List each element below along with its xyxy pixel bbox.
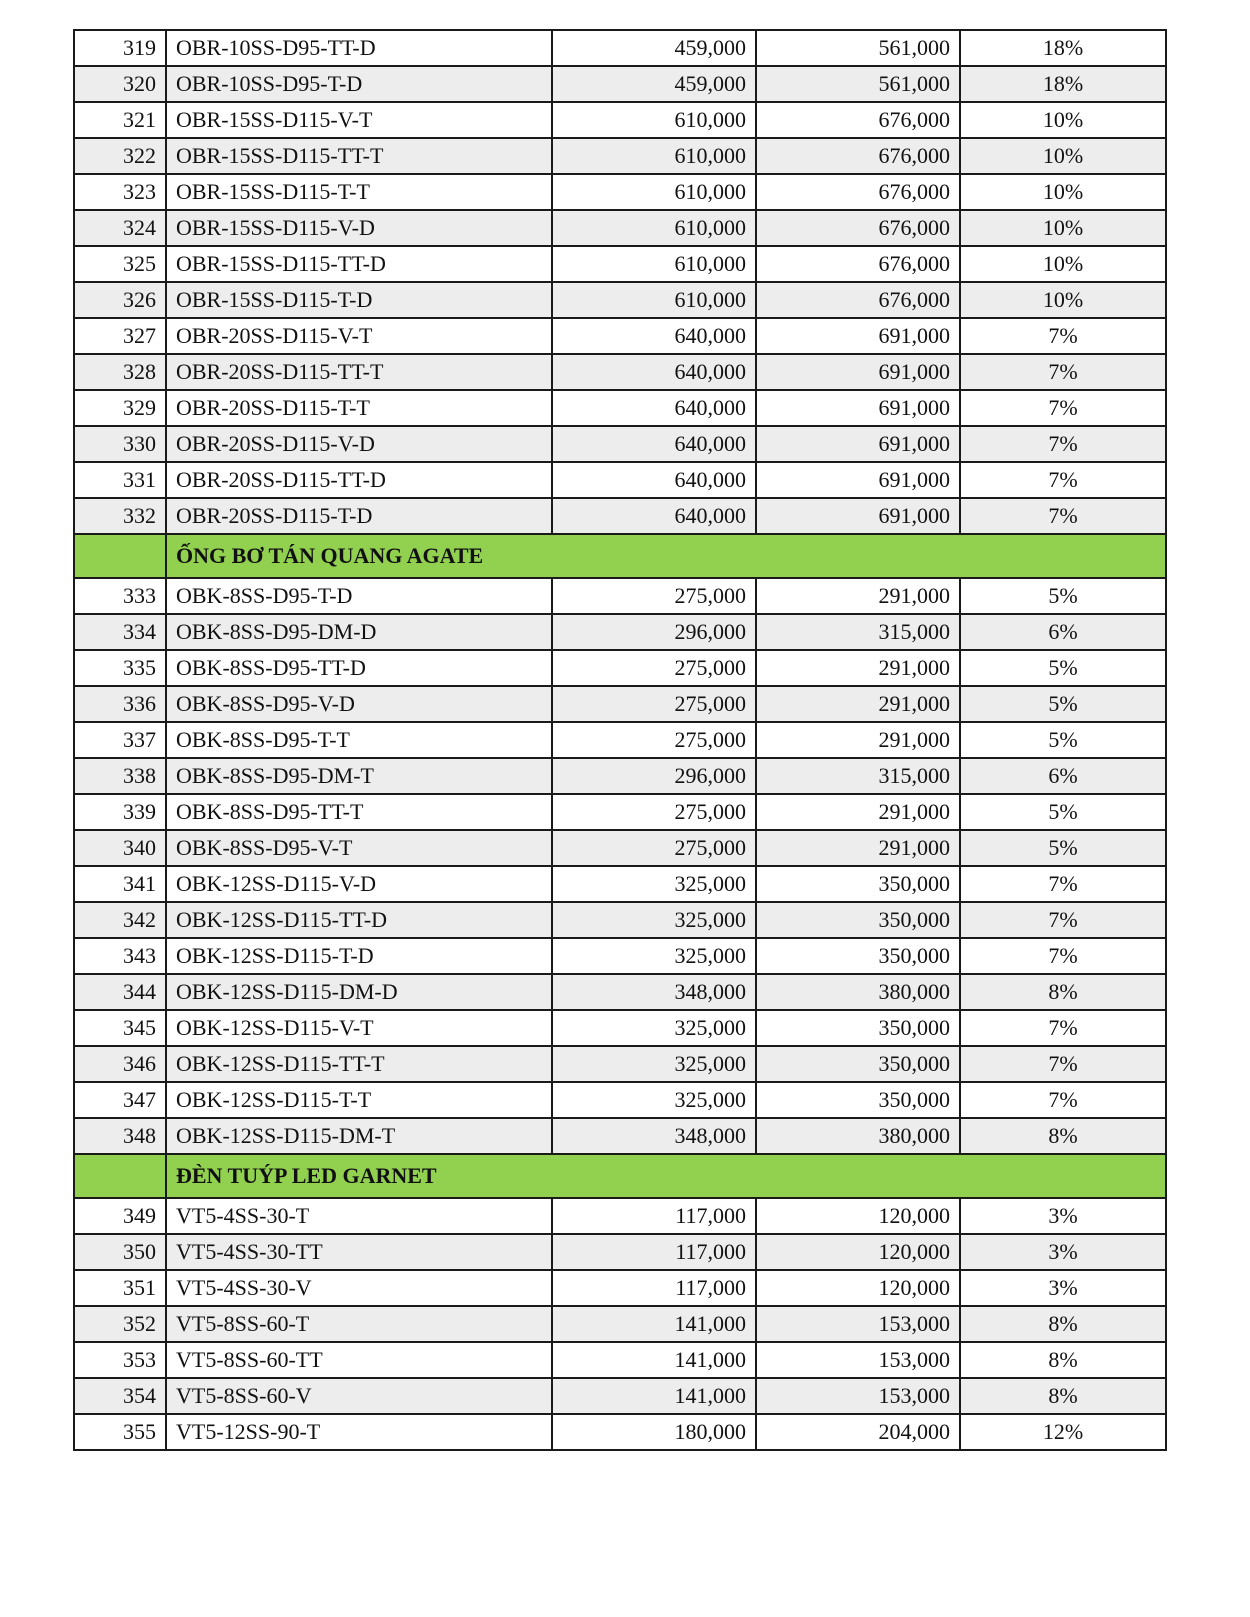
table-row: [74, 614, 1166, 650]
increase-percent: 7%: [960, 390, 1166, 426]
price-before: 348,000: [552, 1118, 756, 1154]
increase-percent: 18%: [960, 30, 1166, 66]
price-before: 610,000: [552, 282, 756, 318]
row-number: 321: [74, 102, 166, 138]
price-after: 380,000: [756, 974, 960, 1010]
price-before: 610,000: [552, 138, 756, 174]
table-row: [74, 578, 1166, 614]
increase-percent: 7%: [960, 902, 1166, 938]
product-code: OBR-15SS-D115-V-D: [166, 210, 552, 246]
product-code: OBK-8SS-D95-V-D: [166, 686, 552, 722]
product-code: OBR-15SS-D115-T-D: [166, 282, 552, 318]
price-after: 315,000: [756, 614, 960, 650]
price-before: 325,000: [552, 1046, 756, 1082]
row-number: 343: [74, 938, 166, 974]
row-number: 328: [74, 354, 166, 390]
price-after: 691,000: [756, 354, 960, 390]
price-before: 640,000: [552, 390, 756, 426]
price-before: 296,000: [552, 614, 756, 650]
row-number: 338: [74, 758, 166, 794]
increase-percent: 7%: [960, 354, 1166, 390]
product-code: OBK-12SS-D115-DM-T: [166, 1118, 552, 1154]
table-row: [74, 1414, 1166, 1450]
price-after: 291,000: [756, 650, 960, 686]
table-row: [74, 354, 1166, 390]
increase-percent: 5%: [960, 578, 1166, 614]
row-number: 322: [74, 138, 166, 174]
product-code: OBR-15SS-D115-TT-T: [166, 138, 552, 174]
increase-percent: 5%: [960, 650, 1166, 686]
row-number: 350: [74, 1234, 166, 1270]
table-row: [74, 722, 1166, 758]
row-number: 355: [74, 1414, 166, 1450]
price-before: 325,000: [552, 866, 756, 902]
price-after: 350,000: [756, 1046, 960, 1082]
price-after: 676,000: [756, 246, 960, 282]
row-number: 326: [74, 282, 166, 318]
row-number: 333: [74, 578, 166, 614]
price-after: 350,000: [756, 866, 960, 902]
table-row: [74, 210, 1166, 246]
increase-percent: 3%: [960, 1198, 1166, 1234]
table-row: [74, 462, 1166, 498]
product-code: OBR-15SS-D115-TT-D: [166, 246, 552, 282]
increase-percent: 7%: [960, 866, 1166, 902]
table-row: [74, 758, 1166, 794]
price-after: 350,000: [756, 938, 960, 974]
product-code: OBR-15SS-D115-T-T: [166, 174, 552, 210]
row-number: 341: [74, 866, 166, 902]
table-row: [74, 1010, 1166, 1046]
table-row: [74, 902, 1166, 938]
table-row: [74, 282, 1166, 318]
price-after: 691,000: [756, 426, 960, 462]
product-code: OBR-20SS-D115-T-D: [166, 498, 552, 534]
increase-percent: 8%: [960, 1306, 1166, 1342]
row-number: 330: [74, 426, 166, 462]
row-number: 342: [74, 902, 166, 938]
price-before: 459,000: [552, 30, 756, 66]
product-code: OBK-12SS-D115-DM-D: [166, 974, 552, 1010]
price-after: 676,000: [756, 282, 960, 318]
price-after: 676,000: [756, 210, 960, 246]
table-row: [74, 1306, 1166, 1342]
row-number: 349: [74, 1198, 166, 1234]
increase-percent: 3%: [960, 1270, 1166, 1306]
increase-percent: 8%: [960, 1378, 1166, 1414]
section-header-row: [74, 534, 1166, 578]
product-code: OBR-20SS-D115-V-D: [166, 426, 552, 462]
product-code: OBK-8SS-D95-V-T: [166, 830, 552, 866]
section-blank-cell: [74, 1154, 166, 1198]
price-after: 676,000: [756, 174, 960, 210]
product-code: OBK-12SS-D115-T-T: [166, 1082, 552, 1118]
price-after: 676,000: [756, 138, 960, 174]
price-after: 676,000: [756, 102, 960, 138]
product-code: OBK-8SS-D95-DM-T: [166, 758, 552, 794]
price-after: 291,000: [756, 686, 960, 722]
price-before: 640,000: [552, 498, 756, 534]
product-code: OBR-20SS-D115-TT-D: [166, 462, 552, 498]
row-number: 351: [74, 1270, 166, 1306]
price-before: 640,000: [552, 462, 756, 498]
price-after: 204,000: [756, 1414, 960, 1450]
row-number: 336: [74, 686, 166, 722]
section-blank-cell: [74, 534, 166, 578]
table-row: [74, 794, 1166, 830]
table-row: [74, 830, 1166, 866]
price-after: 561,000: [756, 30, 960, 66]
row-number: 329: [74, 390, 166, 426]
price-after: 561,000: [756, 66, 960, 102]
price-before: 275,000: [552, 650, 756, 686]
price-before: 640,000: [552, 426, 756, 462]
increase-percent: 8%: [960, 1342, 1166, 1378]
product-code: OBR-20SS-D115-V-T: [166, 318, 552, 354]
row-number: 345: [74, 1010, 166, 1046]
increase-percent: 10%: [960, 282, 1166, 318]
price-before: 640,000: [552, 318, 756, 354]
row-number: 335: [74, 650, 166, 686]
price-before: 610,000: [552, 174, 756, 210]
row-number: 331: [74, 462, 166, 498]
table-row: [74, 974, 1166, 1010]
product-code: VT5-8SS-60-T: [166, 1306, 552, 1342]
price-before: 117,000: [552, 1198, 756, 1234]
increase-percent: 12%: [960, 1414, 1166, 1450]
table-row: [74, 938, 1166, 974]
product-code: OBK-8SS-D95-DM-D: [166, 614, 552, 650]
price-before: 610,000: [552, 246, 756, 282]
price-before: 459,000: [552, 66, 756, 102]
price-before: 117,000: [552, 1270, 756, 1306]
table-row: [74, 1118, 1166, 1154]
increase-percent: 7%: [960, 498, 1166, 534]
increase-percent: 7%: [960, 938, 1166, 974]
increase-percent: 7%: [960, 318, 1166, 354]
table-row: [74, 866, 1166, 902]
product-code: OBK-12SS-D115-V-D: [166, 866, 552, 902]
price-before: 141,000: [552, 1306, 756, 1342]
price-before: 275,000: [552, 578, 756, 614]
price-after: 691,000: [756, 462, 960, 498]
price-before: 141,000: [552, 1378, 756, 1414]
table-row: [74, 390, 1166, 426]
price-before: 275,000: [552, 794, 756, 830]
product-code: VT5-8SS-60-TT: [166, 1342, 552, 1378]
product-code: VT5-4SS-30-V: [166, 1270, 552, 1306]
row-number: 340: [74, 830, 166, 866]
price-after: 291,000: [756, 794, 960, 830]
price-after: 691,000: [756, 390, 960, 426]
table-row: [74, 1378, 1166, 1414]
price-before: 275,000: [552, 830, 756, 866]
price-table-body: [74, 30, 1166, 1450]
product-code: OBK-8SS-D95-T-D: [166, 578, 552, 614]
product-code: OBK-8SS-D95-TT-D: [166, 650, 552, 686]
product-code: OBK-8SS-D95-TT-T: [166, 794, 552, 830]
table-row: [74, 498, 1166, 534]
increase-percent: 6%: [960, 614, 1166, 650]
product-code: VT5-8SS-60-V: [166, 1378, 552, 1414]
price-before: 141,000: [552, 1342, 756, 1378]
row-number: 332: [74, 498, 166, 534]
product-code: OBK-12SS-D115-T-D: [166, 938, 552, 974]
product-code: OBR-20SS-D115-T-T: [166, 390, 552, 426]
table-row: [74, 1270, 1166, 1306]
table-row: [74, 1046, 1166, 1082]
table-row: [74, 1234, 1166, 1270]
table-row: [74, 66, 1166, 102]
row-number: 327: [74, 318, 166, 354]
product-code: OBR-20SS-D115-TT-T: [166, 354, 552, 390]
price-before: 610,000: [552, 102, 756, 138]
row-number: 344: [74, 974, 166, 1010]
table-row: [74, 650, 1166, 686]
price-before: 275,000: [552, 686, 756, 722]
product-code: OBR-15SS-D115-V-T: [166, 102, 552, 138]
price-after: 350,000: [756, 1010, 960, 1046]
table-row: [74, 1342, 1166, 1378]
increase-percent: 5%: [960, 686, 1166, 722]
price-before: 275,000: [552, 722, 756, 758]
section-header-row: [74, 1154, 1166, 1198]
row-number: 323: [74, 174, 166, 210]
row-number: 352: [74, 1306, 166, 1342]
row-number: 348: [74, 1118, 166, 1154]
increase-percent: 10%: [960, 246, 1166, 282]
increase-percent: 8%: [960, 1118, 1166, 1154]
price-after: 153,000: [756, 1306, 960, 1342]
row-number: 319: [74, 30, 166, 66]
increase-percent: 5%: [960, 722, 1166, 758]
row-number: 325: [74, 246, 166, 282]
increase-percent: 10%: [960, 102, 1166, 138]
increase-percent: 7%: [960, 462, 1166, 498]
table-row: [74, 102, 1166, 138]
row-number: 334: [74, 614, 166, 650]
table-row: [74, 686, 1166, 722]
price-before: 610,000: [552, 210, 756, 246]
table-row: [74, 174, 1166, 210]
row-number: 337: [74, 722, 166, 758]
price-after: 291,000: [756, 722, 960, 758]
increase-percent: 5%: [960, 830, 1166, 866]
table-row: [74, 30, 1166, 66]
row-number: 324: [74, 210, 166, 246]
product-code: OBR-10SS-D95-T-D: [166, 66, 552, 102]
price-before: 325,000: [552, 1010, 756, 1046]
price-table: [73, 29, 1167, 1451]
increase-percent: 10%: [960, 138, 1166, 174]
price-after: 380,000: [756, 1118, 960, 1154]
section-title: ỐNG BƠ TÁN QUANG AGATE: [166, 534, 1166, 578]
price-after: 153,000: [756, 1378, 960, 1414]
price-after: 350,000: [756, 1082, 960, 1118]
increase-percent: 10%: [960, 210, 1166, 246]
price-before: 640,000: [552, 354, 756, 390]
row-number: 347: [74, 1082, 166, 1118]
price-after: 120,000: [756, 1234, 960, 1270]
price-before: 325,000: [552, 1082, 756, 1118]
increase-percent: 7%: [960, 1010, 1166, 1046]
price-before: 325,000: [552, 902, 756, 938]
product-code: OBK-8SS-D95-T-T: [166, 722, 552, 758]
increase-percent: 18%: [960, 66, 1166, 102]
increase-percent: 6%: [960, 758, 1166, 794]
table-row: [74, 1198, 1166, 1234]
table-row: [74, 426, 1166, 462]
price-after: 691,000: [756, 498, 960, 534]
price-after: 291,000: [756, 578, 960, 614]
table-row: [74, 246, 1166, 282]
price-before: 180,000: [552, 1414, 756, 1450]
product-code: OBK-12SS-D115-V-T: [166, 1010, 552, 1046]
increase-percent: 3%: [960, 1234, 1166, 1270]
increase-percent: 10%: [960, 174, 1166, 210]
product-code: VT5-4SS-30-TT: [166, 1234, 552, 1270]
price-before: 348,000: [552, 974, 756, 1010]
price-before: 296,000: [552, 758, 756, 794]
table-row: [74, 138, 1166, 174]
increase-percent: 7%: [960, 1082, 1166, 1118]
increase-percent: 7%: [960, 426, 1166, 462]
product-code: OBR-10SS-D95-TT-D: [166, 30, 552, 66]
product-code: OBK-12SS-D115-TT-T: [166, 1046, 552, 1082]
price-after: 315,000: [756, 758, 960, 794]
product-code: VT5-12SS-90-T: [166, 1414, 552, 1450]
row-number: 339: [74, 794, 166, 830]
row-number: 353: [74, 1342, 166, 1378]
price-after: 120,000: [756, 1198, 960, 1234]
row-number: 354: [74, 1378, 166, 1414]
table-row: [74, 318, 1166, 354]
price-after: 153,000: [756, 1342, 960, 1378]
product-code: OBK-12SS-D115-TT-D: [166, 902, 552, 938]
price-after: 691,000: [756, 318, 960, 354]
increase-percent: 8%: [960, 974, 1166, 1010]
table-row: [74, 1082, 1166, 1118]
price-after: 120,000: [756, 1270, 960, 1306]
row-number: 320: [74, 66, 166, 102]
increase-percent: 7%: [960, 1046, 1166, 1082]
price-before: 325,000: [552, 938, 756, 974]
product-code: VT5-4SS-30-T: [166, 1198, 552, 1234]
price-after: 350,000: [756, 902, 960, 938]
section-title: ĐÈN TUÝP LED GARNET: [166, 1154, 1166, 1198]
row-number: 346: [74, 1046, 166, 1082]
price-before: 117,000: [552, 1234, 756, 1270]
price-after: 291,000: [756, 830, 960, 866]
increase-percent: 5%: [960, 794, 1166, 830]
